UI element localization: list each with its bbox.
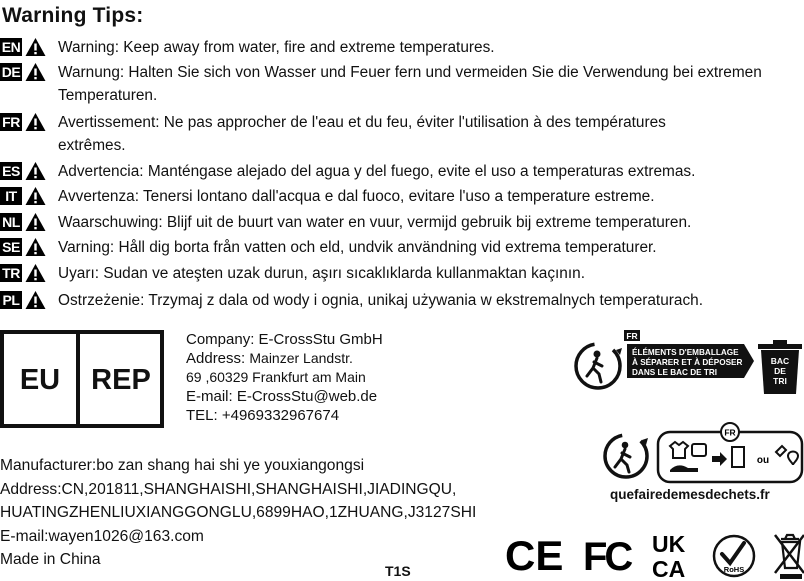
warning-text: Waarschuwing: Blijf uit de buurt van water en vuur, vermijd gebruik bij extreme temperaturen. — [58, 214, 692, 231]
company-email: E-mail: E-CrossStu@web.de — [186, 388, 378, 405]
tshirt-icon — [670, 442, 688, 458]
language-badge-nl: NL — [0, 213, 22, 231]
warning-text: Avertissement: Ne pas approcher de l'eau et du feu, éviter l'utilisation à des températures — [58, 114, 666, 131]
container-icon — [732, 447, 744, 467]
manufacturer-name: Manufacturer:bo zan shang hai shi ye youxiangongsi — [0, 457, 365, 474]
bin-text-3: TRI — [773, 376, 787, 386]
warning-text-continued: extrêmes. — [58, 137, 126, 154]
hand-heart-icon — [776, 446, 798, 465]
warning-text: Warnung: Halten Sie sich von Wasser und Feuer fern und vermeiden Sie die Verwendung bei extremen — [58, 64, 762, 81]
rohs-icon — [714, 536, 754, 576]
warning-triangle-icon — [25, 161, 46, 181]
warning-text: Avvertenza: Tenersi lontano dall'acqua e dal fuoco, evitare l'uso a temperature estreme. — [58, 188, 655, 205]
language-badge-pl: PL — [0, 291, 22, 309]
manufacturer-info — [0, 454, 476, 572]
language-badge-es: ES — [0, 162, 22, 180]
triman-badge: FR — [626, 331, 638, 341]
warning-triangle-icon — [25, 37, 46, 57]
eu-rep-left: EU — [19, 364, 61, 396]
warning-triangle-icon — [25, 186, 46, 206]
made-in: Made in China — [0, 551, 101, 568]
warning-text: Ostrzeżenie: Trzymaj z dala od wody i ognia, unikaj używania w ekstremalnych temperaturach. — [58, 292, 703, 309]
company-name: Company: E-CrossStu GmbH — [186, 331, 383, 348]
ce-mark: CE — [505, 532, 564, 579]
company-tel: TEL: +4969332967674 — [186, 407, 340, 424]
eu-rep-box — [0, 330, 164, 428]
bin-text-2: DE — [774, 366, 786, 376]
shoe-icon — [670, 465, 698, 472]
website-text: quefairedemesdechets.fr — [610, 487, 770, 502]
page-title: Warning Tips: — [2, 4, 144, 27]
ukca-bottom: CA — [652, 556, 686, 581]
certification-marks — [505, 527, 804, 581]
address-label: Address: — [186, 350, 246, 367]
triman-line-1: ÉLÉMENTS D'EMBALLAGE — [632, 348, 739, 357]
warning-text: Warning: Keep away from water, fire and extreme temperatures. — [58, 39, 495, 56]
language-badge-en: EN — [1, 39, 21, 55]
warning-text: Uyarı: Sudan ve ateşten uzak durun, aşırı sıcaklıklarda kullanmaktan kaçının. — [58, 265, 585, 282]
manufacturer-address-1: Address:CN,201811,SHANGHAISHI,SHANGHAISHI,JIADINGQU, — [0, 480, 457, 498]
warning-text-continued: Temperaturen. — [58, 87, 158, 104]
warning-text: Varning: Håll dig borta från vatten och eld, undvik användning vid extrema temperaturer. — [58, 239, 657, 256]
warning-triangle-icon — [25, 237, 46, 257]
language-badge-se: SE — [0, 238, 22, 256]
weee-crossed-bin-icon — [775, 535, 804, 579]
triman-line-3: DANS LE BAC DE TRI — [632, 368, 718, 377]
triman-info-label — [600, 420, 804, 484]
recycling-bin-icon — [758, 340, 802, 394]
warning-triangle-icon — [25, 112, 46, 132]
address-city: 69 ,60329 Frankfurt am Main — [186, 369, 366, 385]
triman-icon — [605, 435, 648, 477]
language-badge-de: DE — [1, 64, 21, 80]
warning-triangle-icon — [25, 62, 46, 82]
warning-triangle-icon — [25, 263, 46, 283]
language-badge-tr: TR — [0, 264, 22, 282]
manufacturer-email: E-mail:wayen1026@163.com — [0, 527, 204, 545]
box-icon — [692, 444, 706, 456]
model-code: T1S — [385, 563, 411, 579]
rohs-text: RoHS — [723, 565, 745, 574]
warning-text: Advertencia: Manténgase alejado del agua y del fuego, evite el uso a temperaturas extremas. — [58, 163, 696, 180]
company-address-line — [186, 349, 383, 368]
triman-ou: ou — [756, 455, 770, 466]
eu-representative-info — [186, 330, 383, 425]
manufacturer-address-2: HUATINGZHENLIUXIANGGONGLU,6899HAO,1ZHUANG,J3127SHI — [0, 504, 477, 521]
language-badge-fr: FR — [0, 113, 22, 131]
ukca-top: UK — [652, 531, 686, 557]
language-badge-it: IT — [0, 187, 22, 205]
triman-icon — [576, 344, 622, 388]
eu-rep-right: REP — [91, 364, 151, 396]
bin-text-1: BAC — [770, 356, 790, 366]
triman-line-2: À SÉPARER ET À DÉPOSER — [632, 358, 743, 367]
triman-sorting-label — [572, 328, 804, 400]
fcc-mark: FC — [583, 535, 631, 579]
arrow-right-icon — [712, 452, 727, 466]
address-street: Mainzer Landstr. — [249, 350, 353, 366]
triman-info-badge: FR — [724, 427, 736, 438]
warning-triangle-icon — [25, 290, 46, 310]
warning-triangle-icon — [25, 212, 46, 232]
